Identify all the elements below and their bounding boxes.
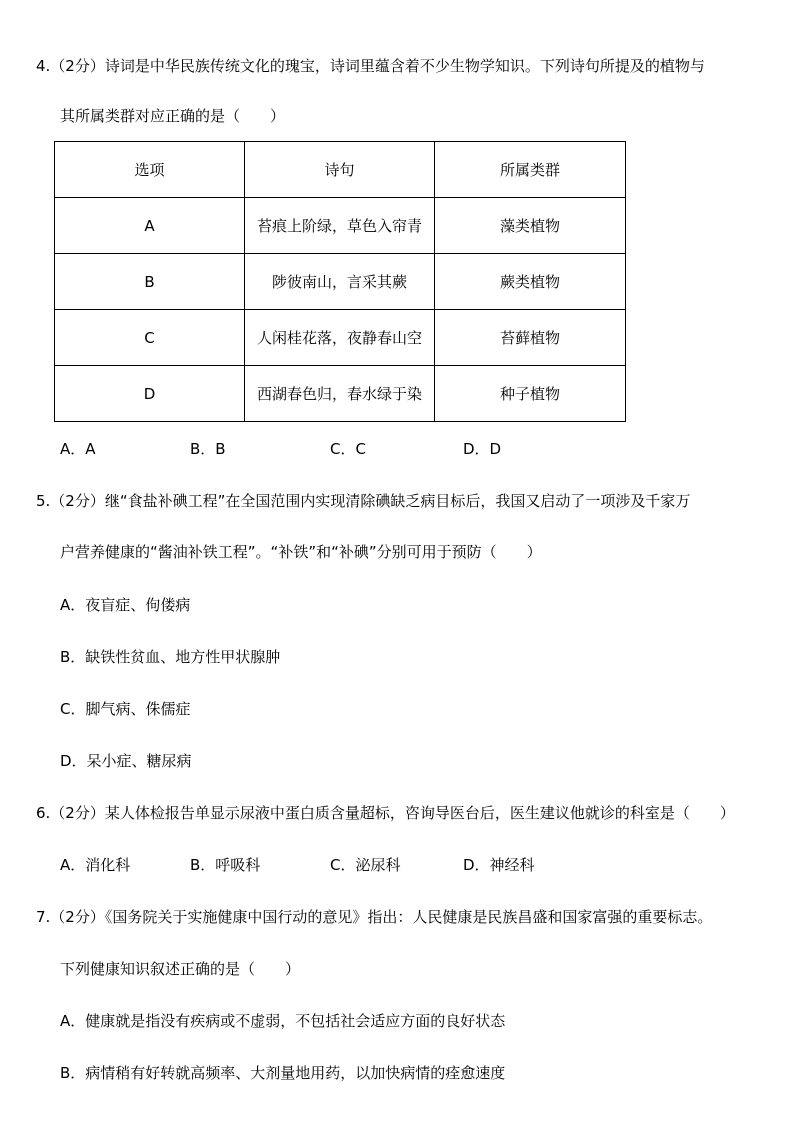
table-header-cell: 所属类群 bbox=[435, 142, 626, 198]
table-cell: 蕨类植物 bbox=[435, 254, 626, 310]
q6-choice-d[interactable]: D．神经科 bbox=[463, 856, 535, 874]
q6-stem-line1: 6.（2分）某人体检报告单显示尿液中蛋白质含量超标，咨询导医台后，医生建议他就诊的科室是（ ） bbox=[36, 804, 735, 822]
table-header-row bbox=[55, 142, 626, 198]
q4-choice-d[interactable]: D．D bbox=[463, 440, 502, 458]
table-row bbox=[55, 366, 626, 422]
q4-choice-c[interactable]: C．C bbox=[330, 440, 366, 458]
table-cell: C bbox=[55, 310, 245, 366]
table-header-cell: 选项 bbox=[55, 142, 245, 198]
q4-choice-a[interactable]: A．A bbox=[60, 440, 96, 458]
q7-stem-line2: 下列健康知识叙述正确的是（ ） bbox=[60, 960, 301, 978]
q7-choice-b[interactable]: B．病情稍有好转就高频率、大剂量地用药，以加快病情的痊愈速度 bbox=[60, 1064, 506, 1082]
table-row bbox=[55, 198, 626, 254]
q4-choice-b[interactable]: B．B bbox=[190, 440, 226, 458]
table-cell: A bbox=[55, 198, 245, 254]
q7-choice-a[interactable]: A．健康就是指没有疾病或不虚弱，不包括社会适应方面的良好状态 bbox=[60, 1012, 506, 1030]
table-cell: 苔痕上阶绿，草色入帘青 bbox=[245, 198, 435, 254]
table-row bbox=[55, 254, 626, 310]
table-cell: B bbox=[55, 254, 245, 310]
q5-stem-line1: 5.（2分）继“食盐补碘工程”在全国范围内实现清除碘缺乏病目标后，我国又启动了一项涉及千家万 bbox=[36, 492, 691, 510]
q6-choice-c[interactable]: C．泌尿科 bbox=[330, 856, 401, 874]
q4-stem-line1: 4.（2分）诗词是中华民族传统文化的瑰宝，诗词里蕴含着不少生物学知识。下列诗句所提及的植物与 bbox=[36, 57, 705, 75]
table-cell: D bbox=[55, 366, 245, 422]
q4-stem-line2: 其所属类群对应正确的是（ ） bbox=[60, 107, 286, 125]
q5-choice-d[interactable]: D．呆小症、糖尿病 bbox=[60, 752, 192, 770]
q5-choice-a[interactable]: A．夜盲症、佝偻病 bbox=[60, 596, 191, 614]
q6-choice-a[interactable]: A．消化科 bbox=[60, 856, 131, 874]
q5-stem-line2: 户营养健康的“酱油补铁工程”。“补铁”和“补碘”分别可用于预防（ ） bbox=[60, 543, 542, 561]
table-cell: 西湖春色归，春水绿于染 bbox=[245, 366, 435, 422]
table-cell: 藻类植物 bbox=[435, 198, 626, 254]
q7-stem-line1: 7.（2分）《国务院关于实施健康中国行动的意见》指出：人民健康是民族昌盛和国家富强的重要标志。 bbox=[36, 908, 713, 926]
table-row bbox=[55, 310, 626, 366]
q4-table bbox=[54, 141, 626, 422]
table-header-cell: 诗句 bbox=[245, 142, 435, 198]
table-cell: 苔藓植物 bbox=[435, 310, 626, 366]
table-cell: 种子植物 bbox=[435, 366, 626, 422]
q6-choice-b[interactable]: B．呼吸科 bbox=[190, 856, 261, 874]
q5-choice-c[interactable]: C．脚气病、侏儒症 bbox=[60, 700, 191, 718]
table-cell: 陟彼南山，言采其蕨 bbox=[245, 254, 435, 310]
table-cell: 人闲桂花落，夜静春山空 bbox=[245, 310, 435, 366]
q5-choice-b[interactable]: B．缺铁性贫血、地方性甲状腺肿 bbox=[60, 648, 281, 666]
